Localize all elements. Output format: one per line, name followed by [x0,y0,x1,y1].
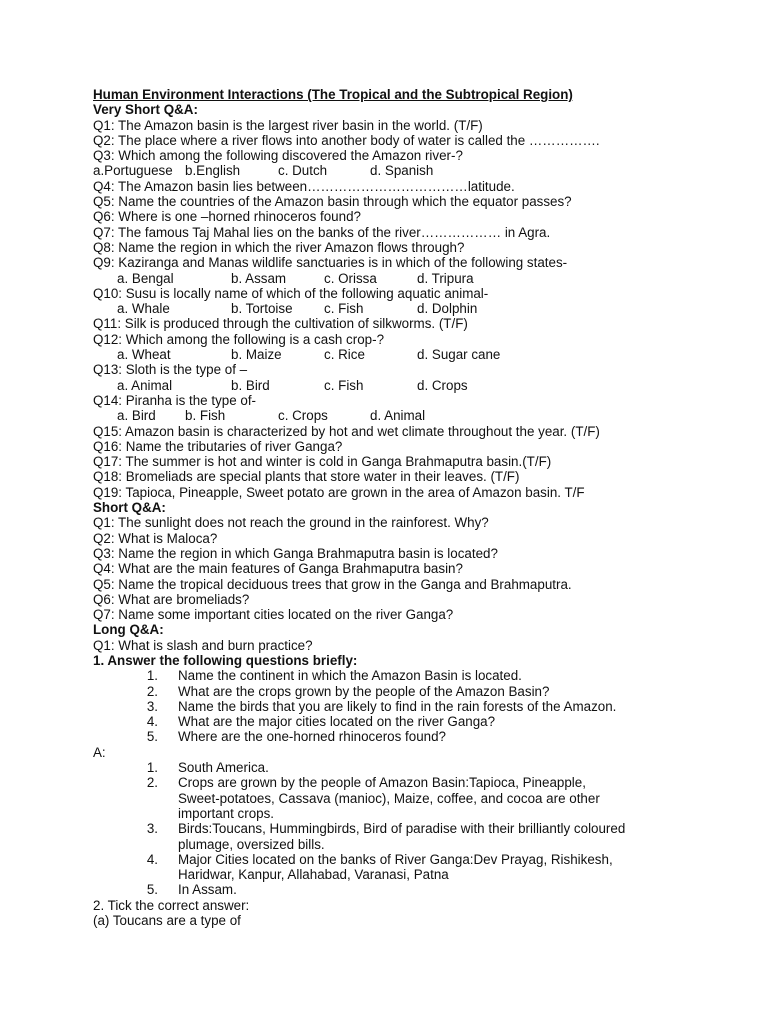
option: c. Dutch [278,163,328,179]
question-line: Q1: The Amazon basin is the largest river basin in the world. (T/F) [93,117,483,133]
question-line: Q4: The Amazon basin lies between………………………………latitude. [93,178,515,194]
answer-label: A: [93,744,106,760]
option: d. Crops [417,377,468,393]
question-line: Q15: Amazon basin is characterized by hot and wet climate throughout the year. (T/F) [93,423,600,439]
question-line: Q17: The summer is hot and winter is cold in Ganga Brahmaputra basin.(T/F) [93,454,552,470]
list-item: 3. Name the birds that you are likely to find in the rain forests of the Amazon. [146,698,617,714]
option: b. Maize [231,347,282,363]
question-line: Q16: Name the tributaries of river Ganga? [93,438,343,454]
option: d. Dolphin [417,301,478,317]
very-short-heading: Very Short Q&A: [93,102,198,118]
question-line: Q4: What are the main features of Ganga Brahmaputra basin? [93,561,463,577]
options-row [93,271,753,286]
option: b. Assam [231,270,287,286]
question-line: Q6: Where is one –horned rhinoceros found? [93,209,361,225]
option: b. Tortoise [231,301,293,317]
answer-item-continued: Sweet-potatoes, Cassava (manioc), Maize, coffee, and cocoa are other [178,790,600,806]
question-line: Q9: Kaziranga and Manas wildlife sanctuaries is in which of the following states- [93,255,568,271]
option: b. Fish [185,408,226,424]
list-item: 4. What are the major cities located on the river Ganga? [146,714,496,730]
question-line: Q7: Name some important cities located on the river Ganga? [93,607,454,623]
short-heading: Short Q&A: [93,500,166,516]
tick-heading: 2. Tick the correct answer: [93,897,250,913]
option: a. Bengal [117,270,174,286]
question-line: Q6: What are bromeliads? [93,591,250,607]
option: b. Bird [231,377,270,393]
option: a. Whale [117,301,170,317]
option: c. Crops [278,408,328,424]
question-line: Q2: What is Maloca? [93,530,218,546]
question-line: Q13: Sloth is the type of – [93,362,248,378]
question-line: Q5: Name the countries of the Amazon basin through which the equator passes? [93,194,572,210]
option: d. Sugar cane [417,347,501,363]
options-row [93,347,753,362]
option: d. Animal [370,408,426,424]
answer-item-continued: important crops. [178,805,275,821]
question-line: Q5: Name the tropical deciduous trees that grow in the Ganga and Brahmaputra. [93,576,572,592]
list-item: 5. Where are the one-horned rhinoceros found? [146,729,446,745]
list-item: 2. What are the crops grown by the people of the Amazon Basin? [146,683,550,699]
answer-item: 4. Major Cities located on the banks of River Ganga:Dev Prayag, Rishikesh, [146,851,613,867]
question-line: Q2: The place where a river flows into another body of water is called the ……………. [93,132,600,148]
option: a. Animal [117,377,173,393]
question-line: Q12: Which among the following is a cash crop-? [93,331,385,347]
question-line: Q3: Name the region in which Ganga Brahmaputra basin is located? [93,545,498,561]
option: c. Fish [324,301,364,317]
question-line: Q14: Piranha is the type of- [93,392,257,408]
question-line: Q19: Tapioca, Pineapple, Sweet potato are grown in the area of Amazon basin. T/F [93,484,585,500]
question-line: Q3: Which among the following discovered the Amazon river-? [93,148,463,164]
document-title: Human Environment Interactions (The Tropical and the Subtropical Region) [93,87,573,102]
option: a. Wheat [117,347,171,363]
options-row [93,163,753,178]
answer-item-continued: Haridwar, Kanpur, Allahabad, Varanasi, Patna [178,867,449,883]
question-line: Q11: Silk is produced through the cultivation of silkworms. (T/F) [93,316,468,332]
answer-item: 5. In Assam. [146,882,237,898]
answer-item: 3. Birds:Toucans, Hummingbirds, Bird of paradise with their brilliantly coloured [146,821,626,837]
document-page [93,87,753,928]
option: a.Portuguese [93,163,173,179]
option: b.English [185,163,241,179]
option: c. Fish [324,377,364,393]
options-row [93,301,753,316]
answer-item: 1. South America. [146,760,269,776]
options-row [93,378,753,393]
option: d. Spanish [370,163,434,179]
list-item: 1. Name the continent in which the Amazon Basin is located. [146,668,522,684]
option: d. Tripura [417,270,474,286]
long-heading: Long Q&A: [93,622,164,638]
option: c. Orissa [324,270,377,286]
question-line: Q7: The famous Taj Mahal lies on the banks of the river……………… in Agra. [93,224,551,240]
question-line: Q10: Susu is locally name of which of the following aquatic animal- [93,285,489,301]
options-row [93,408,753,423]
answer-item: 2. Crops are grown by the people of Amazon Basin:Tapioca, Pineapple, [146,775,586,791]
question-line: (a) Toucans are a type of [93,913,241,929]
question-line: Q8: Name the region in which the river Amazon flows through? [93,239,465,255]
option: c. Rice [324,347,365,363]
answer-briefly-heading: 1. Answer the following questions briefly: [93,652,358,668]
option: a. Bird [117,408,156,424]
question-line: Q18: Bromeliads are special plants that store water in their leaves. (T/F) [93,469,520,485]
question-line: Q1: The sunlight does not reach the ground in the rainforest. Why? [93,515,489,531]
answer-item-continued: plumage, oversized bills. [178,836,325,852]
question-line: Q1: What is slash and burn practice? [93,637,313,653]
